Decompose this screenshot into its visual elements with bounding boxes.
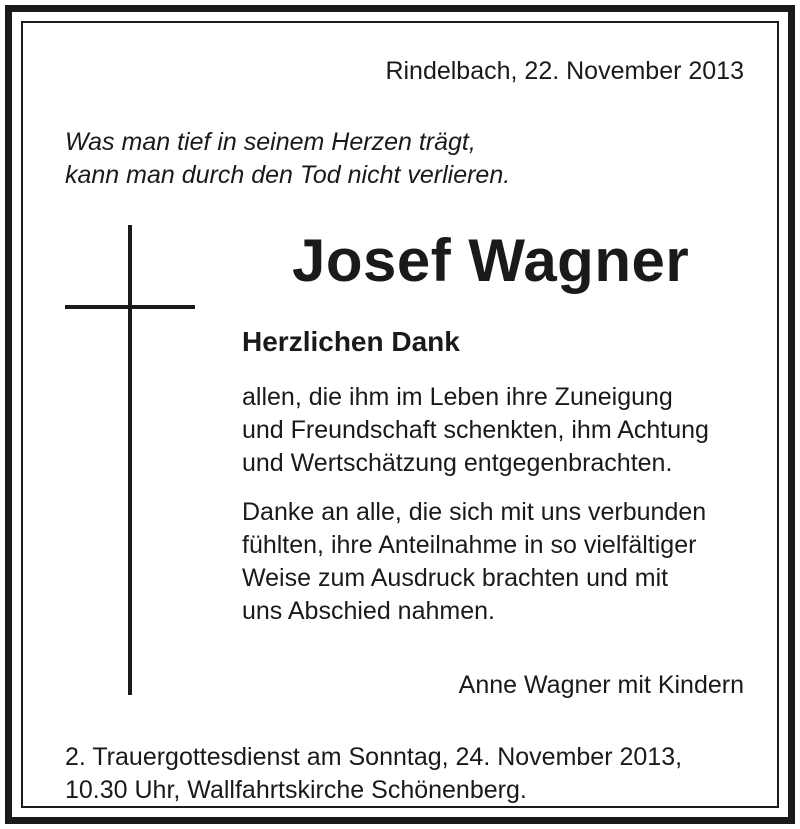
thanks-paragraph-1 — [242, 381, 709, 480]
motto-line: Was man tief in seinem Herzen trägt, — [65, 128, 476, 156]
paragraph-line: und Freundschaft schenkten, ihm Achtung — [242, 416, 709, 444]
paragraph-line: Weise zum Ausdruck brachten und mit — [242, 564, 669, 592]
obituary-frame — [5, 5, 795, 824]
paragraph-line: uns Abschied nahmen. — [242, 597, 495, 625]
thanks-heading: Herzlichen Dank — [242, 326, 460, 357]
service-line: 2. Trauergottesdienst am Sonntag, 24. November 2013, — [65, 743, 683, 771]
paragraph-line: und Wertschätzung entgegenbrachten. — [242, 449, 673, 477]
signature: Anne Wagner mit Kindern — [458, 671, 744, 699]
cross-vertical-bar — [128, 225, 132, 695]
cross-horizontal-bar — [65, 305, 195, 309]
paragraph-line: Danke an alle, die sich mit uns verbunden — [242, 498, 707, 526]
service-line: 10.30 Uhr, Wallfahrtskirche Schönenberg. — [65, 776, 527, 804]
thanks-paragraph-2 — [242, 496, 706, 628]
service-info — [65, 741, 682, 807]
motto-line: kann man durch den Tod nicht verlieren. — [65, 161, 511, 189]
motto — [65, 126, 510, 192]
deceased-name: Josef Wagner — [292, 227, 690, 294]
paragraph-line: allen, die ihm im Leben ihre Zuneigung — [242, 383, 673, 411]
place-date: Rindelbach, 22. November 2013 — [385, 57, 744, 85]
paragraph-line: fühlten, ihre Anteilnahme in so vielfältiger — [242, 531, 697, 559]
